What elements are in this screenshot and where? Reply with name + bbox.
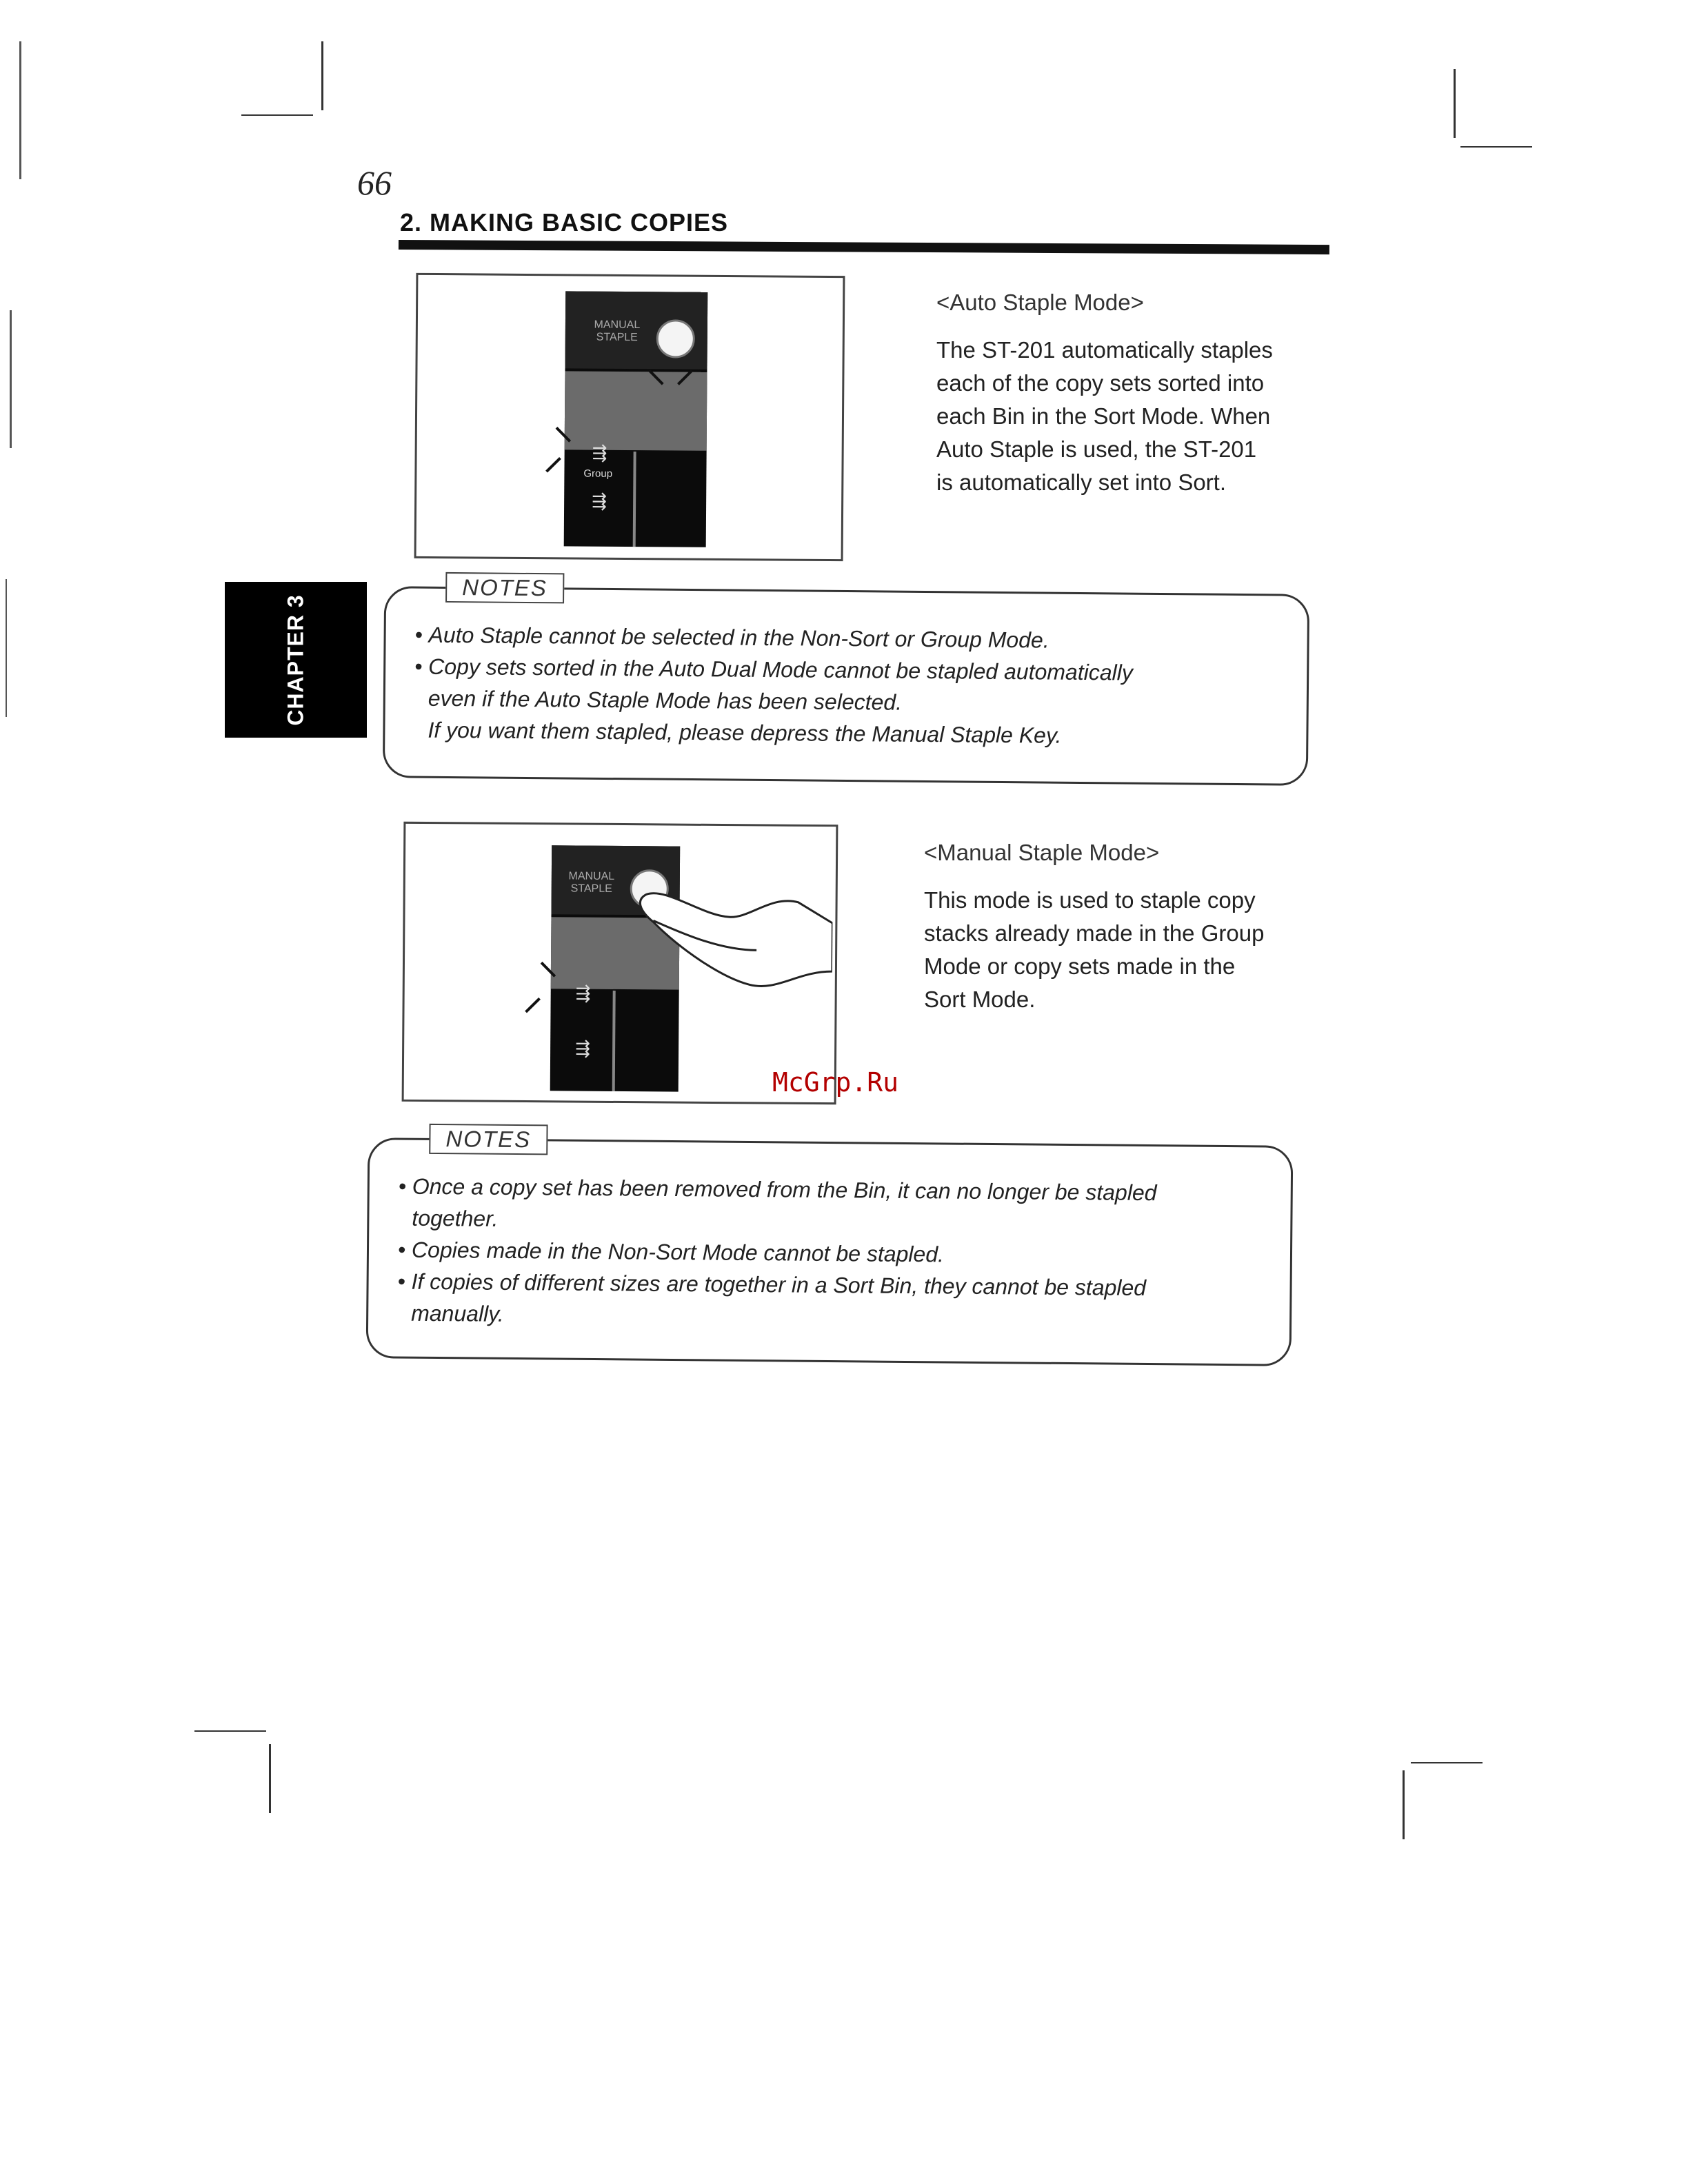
bullet: • (414, 654, 423, 679)
scan-edge-line (10, 310, 12, 448)
scan-edge-line (6, 579, 7, 717)
bullet: • (397, 1268, 405, 1294)
panel-divider (633, 452, 636, 547)
chapter-tab-label: CHAPTER 3 (283, 594, 308, 726)
note-continuation: manually. (411, 1300, 504, 1326)
flash-mark-icon (545, 457, 561, 473)
note-continuation: together. (412, 1205, 499, 1231)
body-line: The ST-201 automatically staples (936, 337, 1273, 363)
auto-staple-heading: <Auto Staple Mode> (936, 290, 1144, 315)
page-number: 66 (357, 163, 392, 202)
manual-staple-key (565, 291, 707, 369)
manual-staple-body (924, 884, 1310, 1016)
auto-staple-body (936, 334, 1323, 499)
notes-box (383, 574, 1309, 786)
note-text: Auto Staple cannot be selected in the Non-Sort or Group Mode. (428, 622, 1049, 653)
auto-staple-description (936, 290, 1323, 499)
manual-staple-figure (402, 822, 838, 1104)
chapter-tab (225, 582, 367, 738)
body-line: Auto Staple is used, the ST-201 (936, 436, 1257, 462)
crop-mark (1460, 146, 1532, 148)
notes-list (414, 619, 1273, 754)
body-line: each of the copy sets sorted into (936, 370, 1265, 396)
group-label: Group (583, 467, 613, 480)
crop-mark (269, 1744, 271, 1813)
sort-key-area (565, 371, 707, 450)
control-panel-illustration (564, 291, 708, 547)
body-line: each Bin in the Sort Mode. When (936, 403, 1271, 429)
bullet: • (397, 1237, 406, 1262)
sort-icon: ⇶ (575, 983, 591, 1004)
body-line: This mode is used to staple copy (924, 887, 1256, 913)
notes-label: NOTES (445, 572, 564, 603)
sort-icon: ⇶ (592, 491, 607, 512)
manual-staple-heading: <Manual Staple Mode> (924, 840, 1160, 865)
body-line: Sort Mode. (924, 987, 1036, 1012)
watermark: McGrp.Ru (772, 1067, 899, 1098)
bullet: • (398, 1173, 407, 1199)
scan-edge-line (19, 41, 21, 179)
note-text: Once a copy set has been removed from the Bin, it can no longer be stapled (412, 1173, 1157, 1206)
crop-mark (1403, 1770, 1405, 1839)
auto-staple-figure (414, 273, 845, 561)
pressing-hand-icon (625, 867, 833, 999)
body-line: is automatically set into Sort. (936, 469, 1227, 495)
crop-mark (1411, 1762, 1483, 1763)
manual-staple-description (924, 840, 1310, 1016)
crop-mark (321, 41, 323, 110)
title-rule (399, 240, 1329, 254)
crop-mark (241, 114, 313, 116)
body-line: Mode or copy sets made in the (924, 953, 1236, 979)
section-title: 2. MAKING BASIC COPIES (400, 208, 729, 236)
manual-staple-label: MANUAL STAPLE (568, 870, 615, 895)
note-text: Copies made in the Non-Sort Mode cannot be stapled. (411, 1237, 945, 1267)
note-continuation: even if the Auto Staple Mode has been selected. (428, 685, 903, 715)
crop-mark (1454, 69, 1456, 138)
panel-divider (612, 991, 616, 1091)
notes-label: NOTES (429, 1124, 547, 1155)
crop-mark (194, 1730, 266, 1732)
staple-lamp-icon (656, 319, 695, 358)
sort-icon: ⇶ (575, 1038, 591, 1060)
manual-staple-label: MANUAL STAPLE (594, 318, 641, 344)
body-line: stacks already made in the Group (924, 920, 1265, 946)
notes-box (366, 1126, 1294, 1366)
notes-list (397, 1171, 1256, 1337)
sort-icon: ⇶ (592, 443, 607, 464)
bullet: • (414, 622, 423, 647)
note-text: If copies of different sizes are together in a Sort Bin, they cannot be stapled (411, 1268, 1147, 1301)
note-text: Copy sets sorted in the Auto Dual Mode cannot be stapled automatically (428, 654, 1133, 685)
flash-mark-icon (525, 998, 541, 1013)
note-continuation: If you want them stapled, please depress the Manual Staple Key. (428, 717, 1062, 748)
